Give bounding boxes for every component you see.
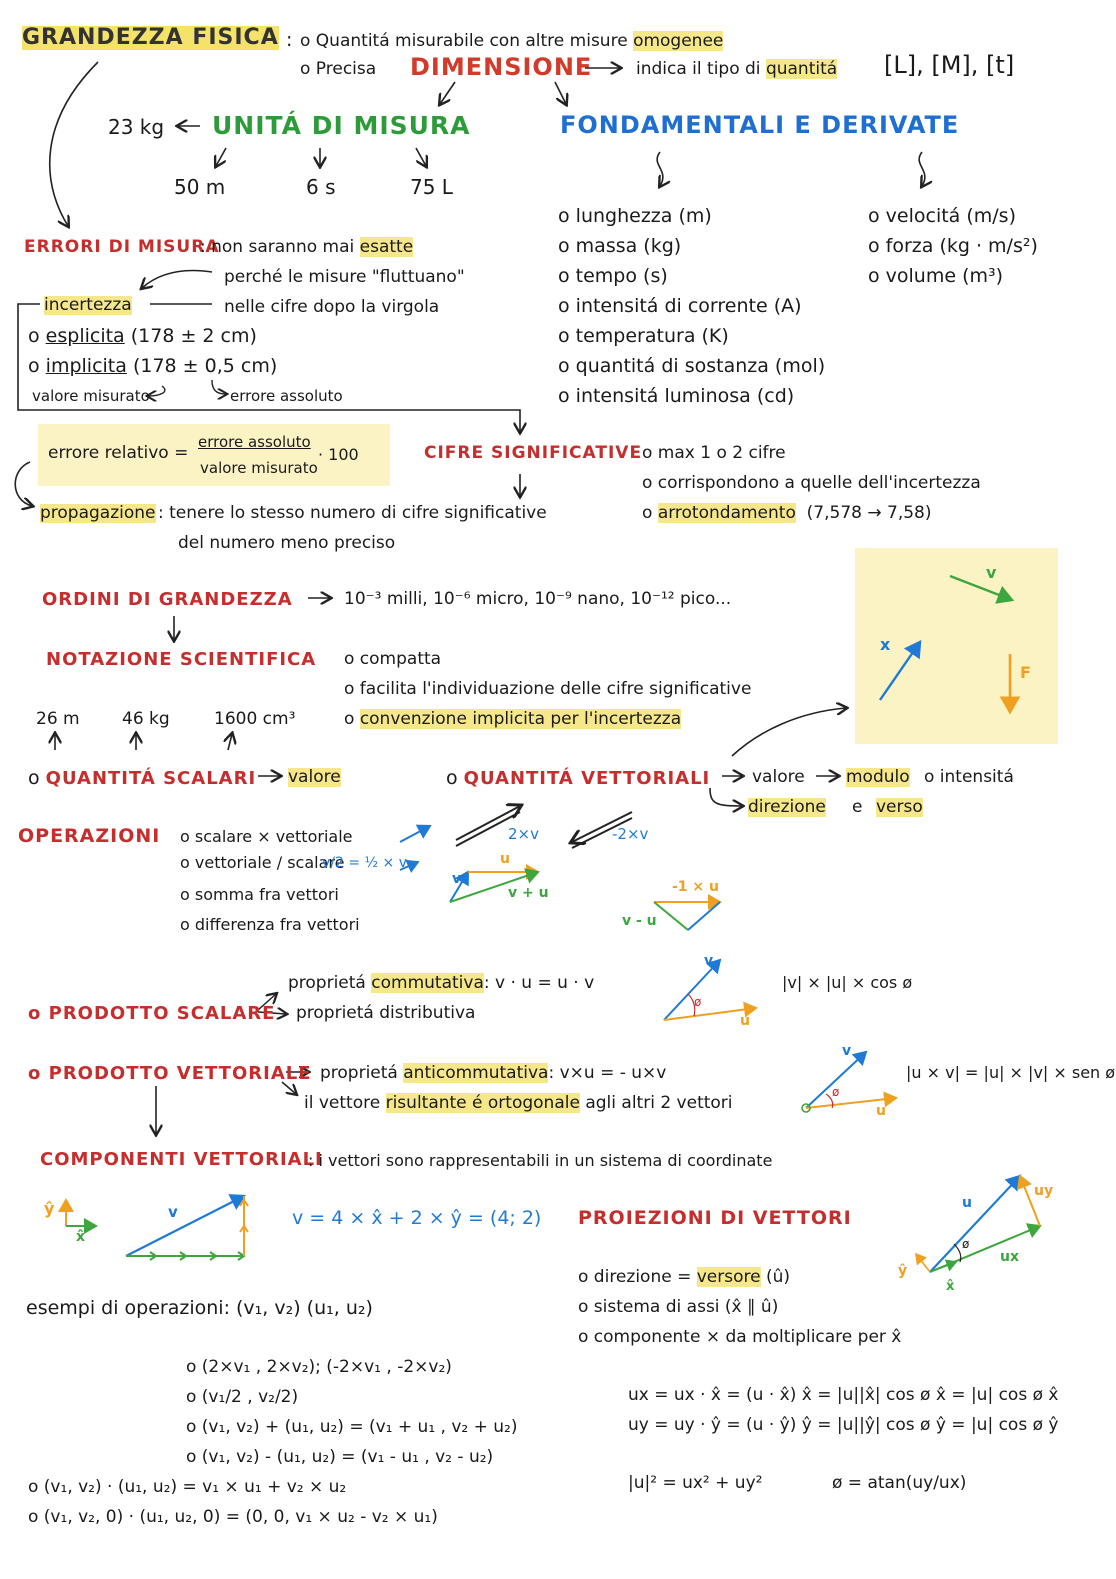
cifre-title: CIFRE SIGNIFICATIVE xyxy=(424,443,643,463)
proj-phi-label: ø xyxy=(962,1237,970,1251)
operazioni-item-1: o scalare × vettoriale xyxy=(180,827,353,846)
relativo-den: valore misurato xyxy=(200,459,318,477)
vettoriali-modulo: modulo xyxy=(846,767,910,787)
prodotto-scalare-formula: |v| × |u| × cos ø xyxy=(782,973,913,992)
cifre-item-2: o corrispondono a quelle dell'incertezza xyxy=(642,473,981,493)
proiezioni-eq1: ux = ux · x̂ = (u · x̂) x̂ = |u||x̂| cos ø x̂ = |u| cos ø x̂ xyxy=(628,1385,1059,1405)
ps-phi-label: ø xyxy=(694,995,702,1009)
esplicita-row: o esplicita (178 ± 2 cm) xyxy=(28,325,257,347)
prodotto-vettoriale-title: o PRODOTTO VETTORIALE xyxy=(28,1063,312,1084)
incertezza-label: incertezza xyxy=(44,295,132,315)
proj-x-label: x̂ xyxy=(946,1279,955,1294)
two-v-label: 2×v xyxy=(508,825,539,843)
vector-x-label: x xyxy=(880,635,891,654)
proj-ux-label: ux xyxy=(1000,1249,1019,1265)
scalari-row: o QUANTITÁ SCALARI xyxy=(28,767,257,789)
proiezioni-eq3: |u|² = ux² + uy² xyxy=(628,1473,763,1493)
esempi-item-2: o (v₁/2 , v₂/2) xyxy=(186,1387,299,1407)
vettoriali-valore: valore xyxy=(752,767,805,787)
implicita-row: o implicita (178 ± 0,5 cm) xyxy=(28,355,278,377)
v-plus-u-label: v + u xyxy=(508,885,549,901)
list-item: o velocitá (m/s) xyxy=(868,205,1016,227)
errori-text2: perché le misure "fluttuano" xyxy=(224,267,465,287)
list-item: o massa (kg) xyxy=(558,235,682,257)
ps-u-label: u xyxy=(740,1013,750,1029)
half-v-label: v/2 = ½ × v xyxy=(322,855,408,871)
relativo-label: errore relativo = xyxy=(48,443,189,463)
grandezza-line2-post: indica il tipo di quantitá xyxy=(636,59,838,79)
componenti-text: : i vettori sono rappresentabili in un sistema di coordinate xyxy=(308,1151,773,1170)
proiezioni-eq4: ø = atan(uy/ux) xyxy=(832,1473,967,1493)
operazioni-item-4: o differenza fra vettori xyxy=(180,915,360,934)
list-item: o tempo (s) xyxy=(558,265,668,287)
minus-two-v-label: -2×v xyxy=(612,825,649,843)
list-item: o temperatura (K) xyxy=(558,325,729,347)
proj-uy-label: uy xyxy=(1034,1183,1054,1199)
componenti-title: COMPONENTI VETTORIALI xyxy=(40,1149,323,1170)
propagazione-label: propagazione xyxy=(40,503,156,523)
notazione-title: NOTAZIONE SCIENTIFICA xyxy=(46,649,317,670)
propagazione-text1: : tenere lo stesso numero di cifre significative xyxy=(158,503,547,523)
esempi-item-4: o (v₁, v₂) - (u₁, u₂) = (v₁ - u₁ , v₂ - u₂) xyxy=(186,1447,494,1467)
vettoriali-intensita: o intensitá xyxy=(924,767,1014,787)
list-item: o lunghezza (m) xyxy=(558,205,712,227)
esempi-dot: o (v₁, v₂) · (u₁, u₂) = v₁ × u₁ + v₂ × u₂ xyxy=(28,1477,347,1497)
list-item: o quantitá di sostanza (mol) xyxy=(558,355,826,377)
proiezioni-title: PROIEZIONI DI VETTORI xyxy=(578,1207,852,1229)
relativo-tail: · 100 xyxy=(318,445,359,464)
pv-u-label: u xyxy=(876,1103,886,1119)
vector-v-label: v xyxy=(986,563,997,582)
notazione-item-1: o compatta xyxy=(344,649,442,669)
grandezza-line1: o Quantitá misurabile con altre misure omogenee xyxy=(300,31,724,51)
notazione-item-3: o convenzione implicita per l'incertezza xyxy=(344,709,682,729)
grandezza-colon: : xyxy=(286,29,293,51)
list-item: o forza (kg · m/s²) xyxy=(868,235,1038,257)
vettoriali-direzione: direzione xyxy=(748,797,826,817)
proiezioni-item-1: o direzione = versore (û) xyxy=(578,1267,791,1287)
v-minus-u-label: v - u xyxy=(622,913,657,929)
proiezioni-item-2: o sistema di assi (x̂ ∥ û) xyxy=(578,1297,779,1317)
vettoriali-verso: verso xyxy=(876,797,923,817)
notazione-ex1: 26 m xyxy=(36,709,80,729)
cifre-item-1: o max 1 o 2 cifre xyxy=(642,443,786,463)
componenti-formula: v = 4 × x̂ + 2 × ŷ = (4; 2) xyxy=(292,1207,542,1229)
errori-text3: nelle cifre dopo la virgola xyxy=(224,297,440,317)
vettoriali-row: o QUANTITÁ VETTORIALI xyxy=(446,767,711,789)
esempi-item-1: o (2×v₁ , 2×v₂); (-2×v₁ , -2×v₂) xyxy=(186,1357,452,1377)
notazione-ex3: 1600 cm³ xyxy=(214,709,296,729)
prodotto-scalare-prop2: proprietá distributiva xyxy=(296,1003,476,1023)
cifre-item-3: o arrotondamento (7,578 → 7,58) xyxy=(642,503,932,523)
proiezioni-eq2: uy = uy · ŷ = (u · ŷ) ŷ = |u||ŷ| cos ø ŷ = |u| cos ø ŷ xyxy=(628,1415,1059,1435)
vettoriali-e: e xyxy=(852,797,863,817)
esempi-title: esempi di operazioni: (v₁, v₂) (u₁, u₂) xyxy=(26,1297,373,1319)
scalari-valore: valore xyxy=(288,767,341,787)
grandezza-title: GRANDEZZA FISICA xyxy=(22,25,279,50)
operazioni-item-3: o somma fra vettori xyxy=(180,885,339,904)
unita-ex1: 50 m xyxy=(174,175,226,199)
u-label: u xyxy=(500,851,510,867)
ps-v-label: v xyxy=(704,953,714,969)
comp-y-label: ŷ xyxy=(44,1199,55,1218)
prodotto-scalare-title: o PRODOTTO SCALARE xyxy=(28,1003,276,1024)
errori-text1: : non saranno mai esatte xyxy=(200,237,414,257)
unita-ex3: 75 L xyxy=(410,175,453,199)
fondamentali-title: FONDAMENTALI E DERIVATE xyxy=(560,111,960,139)
errore-assoluto-label: errore assoluto xyxy=(230,387,343,405)
minus-one-u-label: -1 × u xyxy=(672,879,719,895)
valore-misurato-label: valore misurato xyxy=(32,387,150,405)
list-item: o intensitá di corrente (A) xyxy=(558,295,802,317)
prodotto-vettoriale-formula: |u × v| = |u| × |v| × sen ø xyxy=(906,1063,1116,1082)
unita-value: 23 kg xyxy=(108,115,165,139)
proj-u-label: u xyxy=(962,1195,972,1211)
ordini-title: ORDINI DI GRANDEZZA xyxy=(42,589,293,610)
propagazione-text2: del numero meno preciso xyxy=(178,533,396,553)
prodotto-vettoriale-prop2: il vettore risultante é ortogonale agli altri 2 vettori xyxy=(304,1093,733,1113)
list-item: o intensitá luminosa (cd) xyxy=(558,385,795,407)
v-label: v xyxy=(452,871,462,887)
grandezza-line2-pre: o Precisa xyxy=(300,59,377,79)
operazioni-item-2: o vettoriale / scalare xyxy=(180,853,345,872)
operazioni-title: OPERAZIONI xyxy=(18,825,161,847)
esempi-item-3: o (v₁, v₂) + (u₁, u₂) = (v₁ + u₁ , v₂ + u₂) xyxy=(186,1417,518,1437)
vector-f-label: F xyxy=(1020,663,1031,682)
unita-title: UNITÁ DI MISURA xyxy=(212,111,471,140)
notazione-item-2: o facilita l'individuazione delle cifre significative xyxy=(344,679,752,699)
prodotto-scalare-prop1: proprietá commutativa: v · u = u · v xyxy=(288,973,595,993)
dimensione-label: DIMENSIONE xyxy=(410,53,593,81)
notazione-ex2: 46 kg xyxy=(122,709,170,729)
comp-v-label: v xyxy=(168,1203,178,1221)
relativo-num: errore assoluto xyxy=(198,433,311,451)
errori-title: ERRORI DI MISURA xyxy=(24,237,220,257)
unita-ex2: 6 s xyxy=(306,175,336,199)
prodotto-vettoriale-prop1: proprietá anticommutativa: v×u = - u×v xyxy=(320,1063,667,1083)
pv-v-label: v xyxy=(842,1043,852,1059)
ordini-text: 10⁻³ milli, 10⁻⁶ micro, 10⁻⁹ nano, 10⁻¹² pico... xyxy=(344,589,732,609)
comp-x-label: x̂ xyxy=(76,1229,86,1245)
proj-y-label: ŷ xyxy=(898,1263,908,1279)
esempi-cross: o (v₁, v₂, 0) · (u₁, u₂, 0) = (0, 0, v₁ × u₂ - v₂ × u₁) xyxy=(28,1507,438,1527)
arrow-grandezza-errori xyxy=(50,62,98,226)
pv-phi-label: ø xyxy=(832,1085,840,1099)
dimensions: [L], [M], [t] xyxy=(884,51,1015,79)
list-item: o volume (m³) xyxy=(868,265,1004,287)
proiezioni-item-3: o componente × da moltiplicare per x̂ xyxy=(578,1327,902,1347)
